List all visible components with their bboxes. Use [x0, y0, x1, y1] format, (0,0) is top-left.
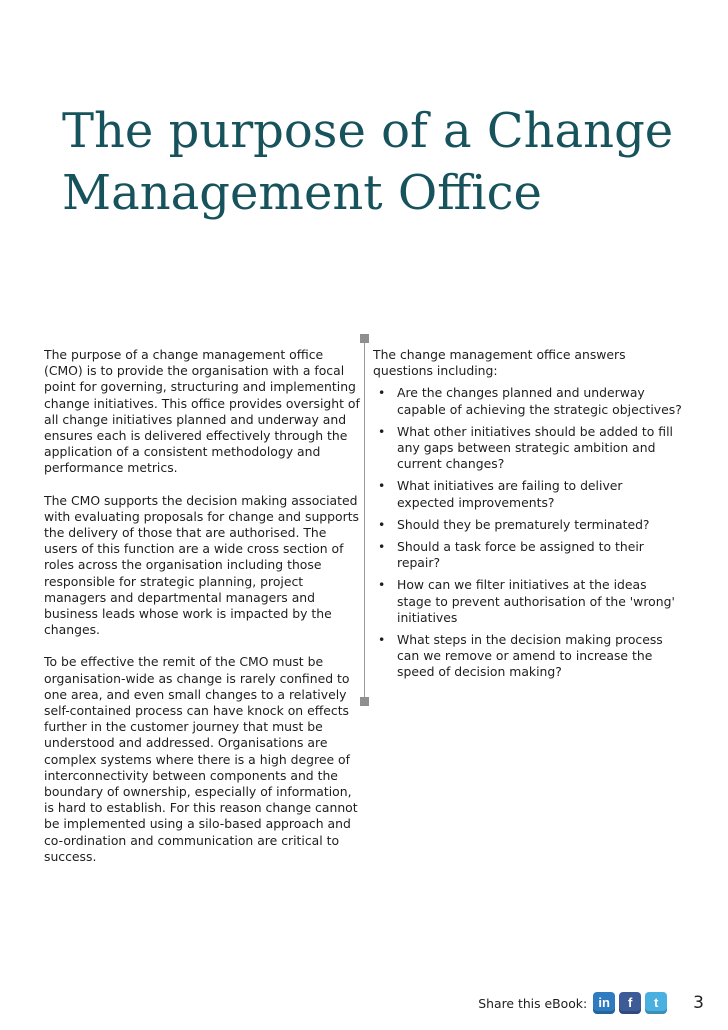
bullet-icon: •	[378, 385, 386, 401]
bullet-icon: •	[378, 423, 386, 439]
facebook-icon[interactable]: f	[619, 992, 641, 1014]
right-column	[373, 347, 683, 687]
list-item-text: Should a task force be assigned to their repair?	[397, 539, 644, 571]
divider-cap-top	[360, 334, 369, 343]
list-item-text: What other initiatives should be added to fill any gaps between strategic ambition and current changes?	[397, 423, 673, 472]
body-paragraph: The CMO supports the decision making associated with evaluating proposals for change and supports the delivery of those that are authorised. The users of this function are a wide cross section of roles across the organisation including those responsible for strategic planning, project managers and departmental managers and business leads whose work is impacted by the changes.	[44, 492, 360, 638]
bullet-icon: •	[378, 577, 386, 593]
bullet-icon: •	[378, 516, 386, 532]
list-item-text: Are the changes planned and underway capable of achieving the strategic objectives?	[397, 385, 682, 417]
body-paragraph: The purpose of a change management office (CMO) is to provide the organisation with a focal point for governing, structuring and implementing change initiatives. This office provides oversight of all change initiatives planned and underway and ensures each is delivered effectively through the application of a consistent methodology and performance metrics.	[44, 347, 360, 476]
list-item	[373, 385, 683, 417]
list-item-text: What initiatives are failing to deliver expected improvements?	[397, 478, 623, 510]
left-column	[44, 347, 360, 881]
list-item-text: What steps in the decision making process can we remove or amend to increase the speed of decision making?	[397, 632, 663, 680]
column-divider	[364, 336, 365, 704]
list-item-text: Should they be prematurely terminated?	[397, 516, 650, 532]
bullet-icon: •	[378, 478, 386, 494]
list-item	[373, 478, 683, 510]
bullet-icon: •	[378, 632, 386, 648]
bullet-icon: •	[378, 539, 386, 555]
list-item	[373, 577, 683, 626]
list-item	[373, 632, 683, 681]
list-item-text: How can we filter initiatives at the ideas stage to prevent authorisation of the 'wrong' initiatives	[397, 577, 675, 625]
share-footer	[478, 992, 704, 1014]
twitter-icon[interactable]: t	[645, 992, 667, 1014]
questions-list	[373, 385, 683, 680]
linkedin-icon[interactable]: in	[593, 992, 615, 1014]
page-number: 3	[693, 993, 704, 1013]
body-paragraph: To be effective the remit of the CMO must be organisation-wide as change is rarely confined to one area, and even small changes to a relatively self-contained process can have knock on effects further in the customer journey that must be understood and addressed. Organisations are complex systems where there is a high degree of interconnectivity between components and the boundary of ownership, especially of information, is hard to establish. For this reason change cannot be implemented using a silo-based approach and co-ordination and communication are critical to success.	[44, 654, 358, 864]
share-label: Share this eBook:	[478, 995, 588, 1011]
questions-intro: The change management office answers questions including:	[373, 347, 626, 379]
list-item	[373, 539, 683, 571]
list-item	[373, 517, 683, 533]
page-title: The purpose of a Change Management Office	[62, 103, 674, 221]
list-item	[373, 424, 683, 473]
divider-cap-bottom	[360, 697, 369, 706]
